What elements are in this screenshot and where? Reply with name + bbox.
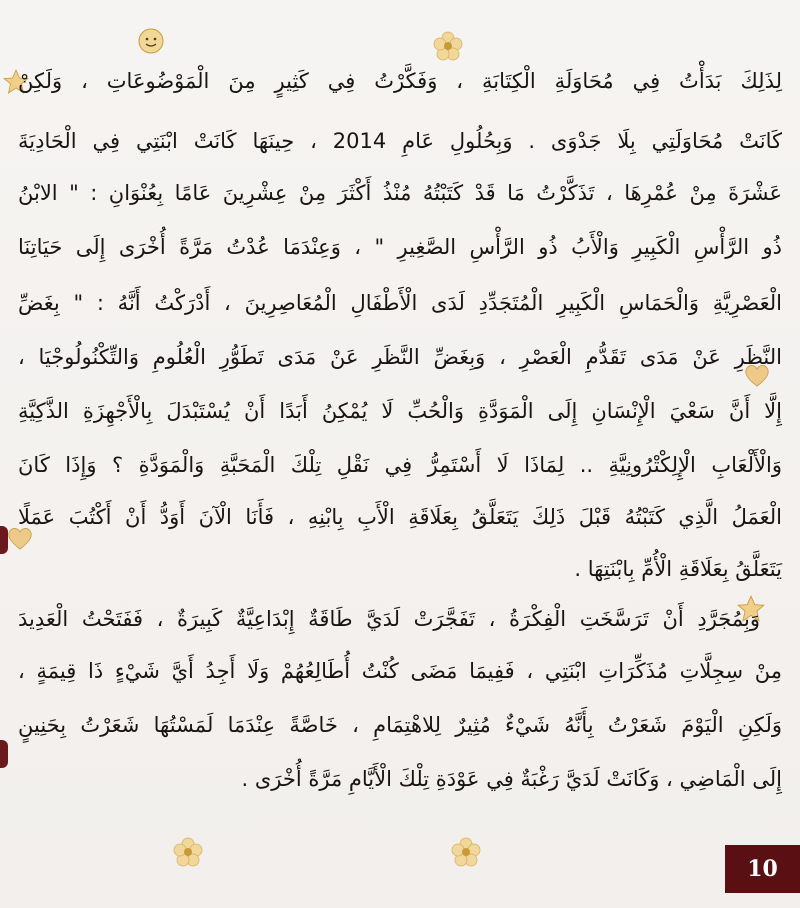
text-line: عَشْرَةَ مِنْ عُمْرِهَا ، تَذَكَّرْتُ مَا قَدْ كَتَبْتُهُ مُنْذُ أَكْثَرَ مِنْ عِشْرِينَ عَامًا بِعُنْوَانِ : " الابْنُ — [18, 181, 782, 205]
text-line: ذُو الرَّأْسِ الْكَبِيرِ وَالْأَبُ ذُو الرَّأْسِ الصَّغِيرِ " ، وَعِنْدَمَا عُدْتُ مَرَّةً أُخْرَى إِلَى حَيَاتِنَا — [18, 235, 782, 259]
text-line: إِلَّا أَنَّ سَعْيَ الْإِنْسَانِ إِلَى الْمَوَدَّةِ وَالْحُبِّ لَا يُمْكِنُ أَبَدًا أَنْ يُسْتَبْدَلَ بِالْأَجْهِزَةِ الذَّكِيَّةِ — [18, 399, 782, 423]
text-line: الْعَصْرِيَّةِ وَالْحَمَاسِ الْكَبِيرِ الْمُتَجَدِّدِ لَدَى الْأَطْفَالِ الْمُعَاصِرِينَ ، أَدْرَكْتُ أَنَّهُ : " بِغَضِّ — [18, 291, 782, 315]
text-line: الْعَمَلُ الَّذِي كَتَبْتُهُ قَبْلَ ذَلِكَ يَتَعَلَّقُ بِعَلَاقَةِ الْأَبِ بِابْنِهِ ، فَأَنَا الْآنَ أَوَدُّ أَنْ أَكْتُبَ عَمَلًا — [18, 505, 782, 529]
flower-icon — [450, 836, 482, 868]
text-line: وَلَكِنِ الْيَوْمَ شَعَرْتُ بِأَنَّهُ شَيْءٌ مُثِيرٌ لِلاهْتِمَامِ ، خَاصَّةً عِنْدَمَا لَمَسْتُهَا شَعَرْتُ بِحَنِينٍ — [18, 713, 782, 737]
text-line: النَّظَرِ عَنْ مَدَى تَقَدُّمِ الْعَصْرِ ، وَبِغَضِّ النَّظَرِ عَنْ مَدَى تَطَوُّرِ الْعُلُومِ وَالتِّكْنُولُوجْيَا ، — [18, 345, 782, 369]
flower-icon — [432, 30, 464, 62]
page-number: 10 — [725, 845, 800, 893]
text-line: وَالْأَلْعَابِ الْإِلِكْتْرُونِيَّةِ .. لِمَاذَا لَا أَسْتَمِرُّ فِي نَقْلِ تِلْكَ الْمَحَبَّةِ وَالْمَوَدَّةِ ؟ وَإِذَا كَانَ — [18, 453, 782, 477]
text-line: وَبِمُجَرَّدِ أَنْ تَرَسَّخَتِ الْفِكْرَةُ ، تَفَجَّرَتْ لَدَيَّ طَاقَةٌ إِبْدَاعِيَّةٌ كَبِيرَةٌ ، فَفَتَحْتُ الْعَدِيدَ — [18, 607, 760, 631]
text-line: لِذَلِكَ بَدَأْتُ فِي مُحَاوَلَةِ الْكِتَابَةِ ، وَفَكَّرْتُ فِي كَثِيرٍ مِنَ الْمَوْضُوعَاتِ ، وَلَكِنْ — [18, 69, 782, 93]
flower-icon — [172, 836, 204, 868]
text-line: كَانَتْ مُحَاوَلَتِي بِلَا جَدْوَى . وَبِحُلُولِ عَامِ 2014 ، حِينَهَا كَانَتْ ابْنَتِي فِي الْحَادِيَةَ — [18, 129, 782, 153]
left-edge-tab — [0, 740, 8, 768]
text-line: مِنْ سِجِلَّاتِ مُذَكِّرَاتِ ابْنَتِي ، فَفِيمَا مَضَى كُنْتُ أُطَالِعُهُمْ وَلَا أَجِدُ أَيَّ شَيْءٍ ذَا قِيمَةٍ ، — [18, 659, 782, 683]
text-line: يَتَعَلَّقُ بِعَلَاقَةِ الْأُمِّ بِابْنَتِهَا . — [574, 557, 782, 581]
smiley-flower-icon — [136, 26, 166, 56]
text-line: إِلَى الْمَاضِي ، وَكَانَتْ لَدَيَّ رَغْبَةٌ فِي عَوْدَةِ تِلْكَ الْأَيَّامِ مَرَّةً أُخْرَى . — [241, 767, 782, 791]
